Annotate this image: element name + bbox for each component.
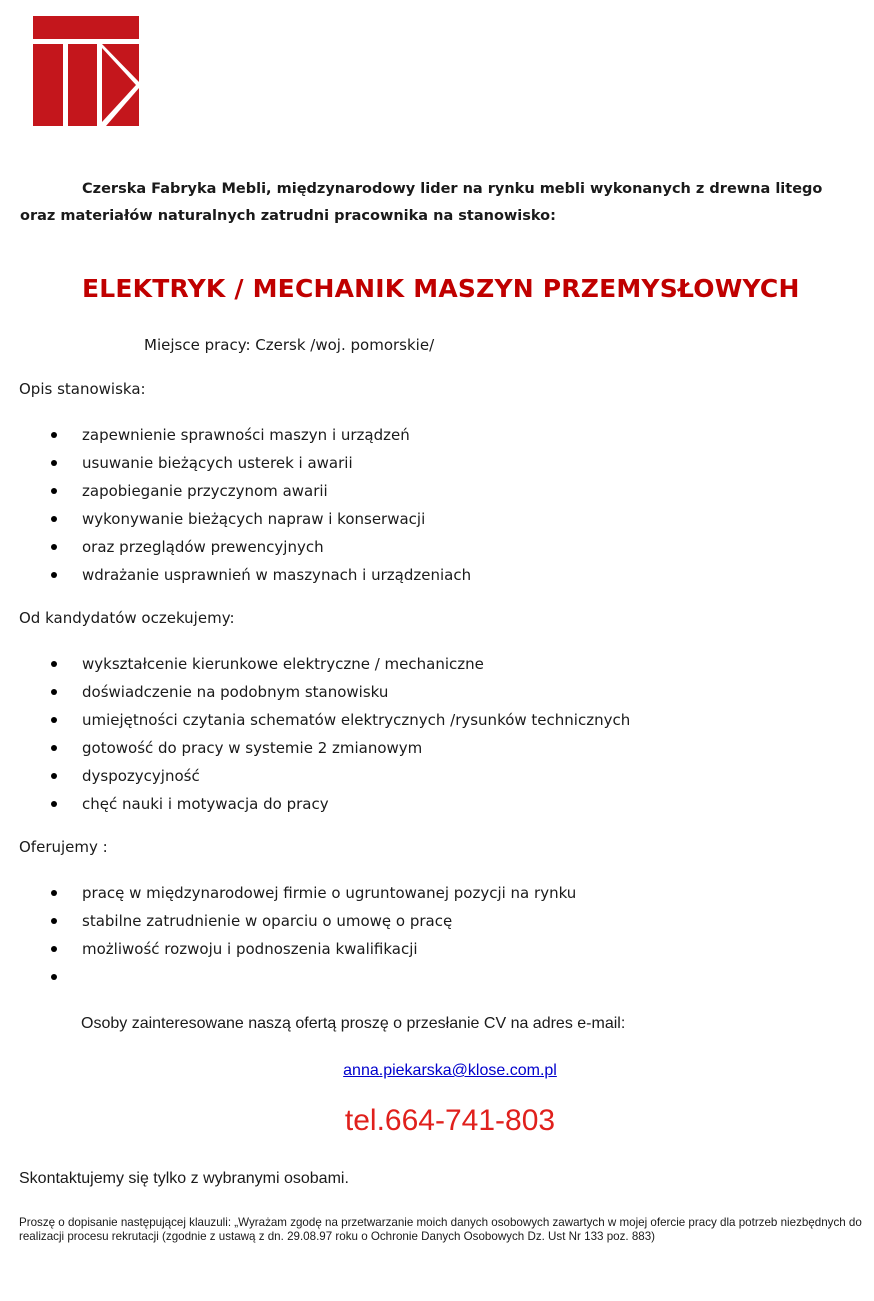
company-logo-icon xyxy=(33,16,139,126)
email-line xyxy=(0,1062,874,1080)
bullet-icon xyxy=(51,745,57,751)
bullet-icon xyxy=(51,572,57,578)
data-consent-clause: Proszę o dopisanie następującej klauzuli: „Wyrażam zgodę na przetwarzanie moich danych osobowych zawartych w mojej ofercie pracy dla potrzeb niezbędnych do realizacji procesu rekrutacji (zgodnie z ustawą z dn. 29.08.97 roku o Ochronie Danych Osobowych Dz. Ust Nr 133 poz. 883) xyxy=(19,1216,862,1243)
section-heading-requirements: Od kandydatów oczekujemy: xyxy=(19,609,235,627)
work-location: Miejsce pracy: Czersk /woj. pomorskie/ xyxy=(144,336,435,354)
bullet-icon xyxy=(51,946,57,952)
bullet-icon xyxy=(51,689,57,695)
bullet-icon xyxy=(51,661,57,667)
intro-text: Czerska Fabryka Mebli, międzynarodowy lider na rynku mebli wykonanych z drewna litego oraz materiałów naturalnych zatrudni pracownika na stanowisko: xyxy=(20,181,823,224)
email-link[interactable]: anna.piekarska@klose.com.pl xyxy=(343,1062,557,1079)
bullet-icon xyxy=(51,974,57,980)
bullet-icon xyxy=(51,488,57,494)
bullet-icon xyxy=(51,801,57,807)
bullet-icon xyxy=(51,516,57,522)
contact-note: Skontaktujemy się tylko z wybranymi osobami. xyxy=(19,1170,349,1187)
bullet-icon xyxy=(51,717,57,723)
bullet-icon xyxy=(51,890,57,896)
phone-number: tel.664-741-803 xyxy=(344,1104,556,1137)
bullet-icon xyxy=(51,460,57,466)
section-heading-offer: Oferujemy : xyxy=(19,838,108,856)
bullet-icon xyxy=(51,918,57,924)
bullet-icon xyxy=(51,544,57,550)
bullet-icon xyxy=(51,773,57,779)
bullet-icon xyxy=(51,432,57,438)
job-title: ELEKTRYK / MECHANIK MASZYN PRZEMYSŁOWYCH xyxy=(82,274,800,303)
application-instructions: Osoby zainteresowane naszą ofertą proszę o przesłanie CV na adres e-mail: xyxy=(81,1015,626,1032)
intro-paragraph xyxy=(20,176,850,230)
section-heading-description: Opis stanowiska: xyxy=(19,380,146,398)
